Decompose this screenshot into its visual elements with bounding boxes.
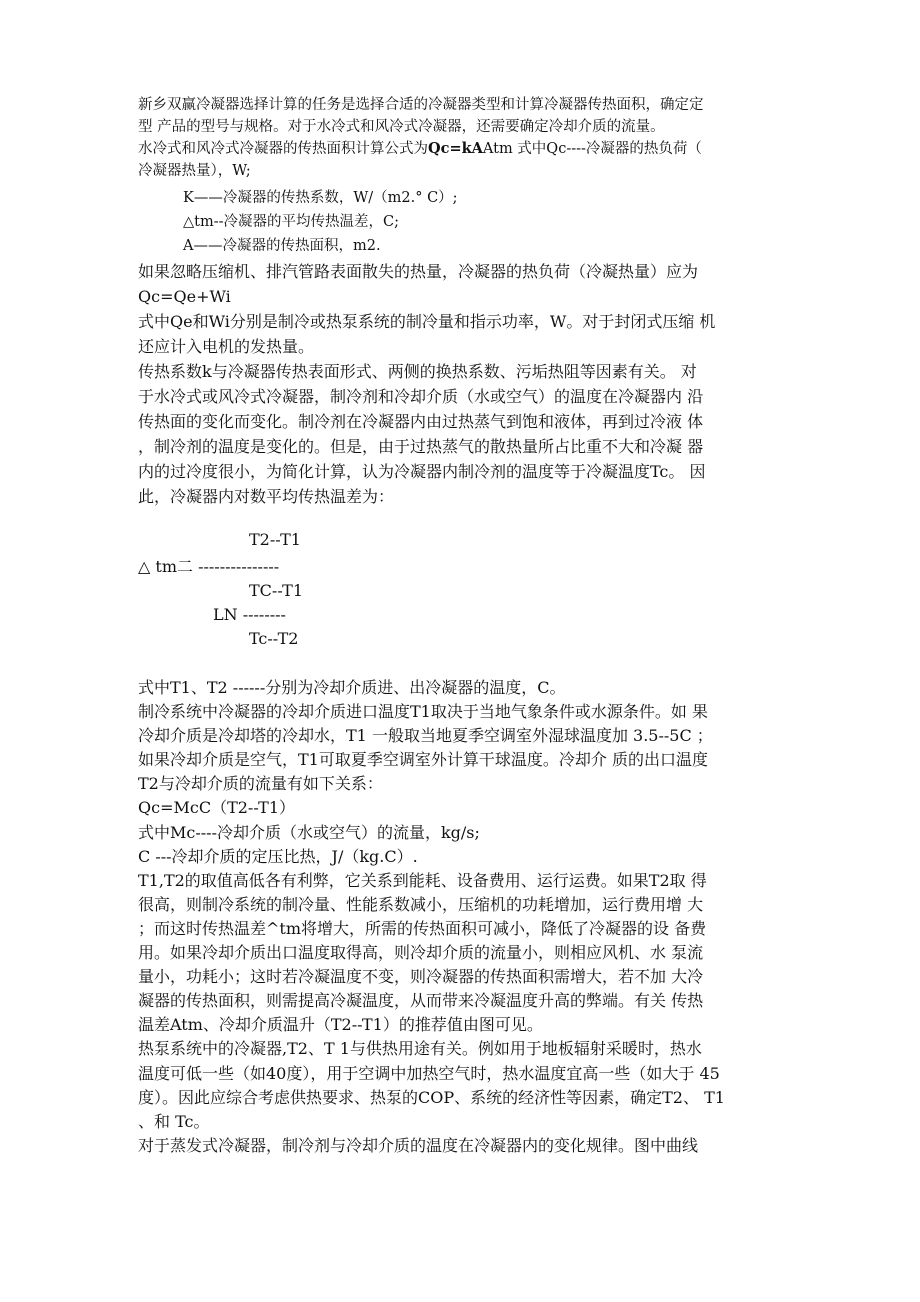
text-line: T2与冷却介质的流量有如下关系： [138, 774, 383, 794]
text-line: 传热系数k与冷凝器传热表面形式、两侧的换热系数、污垢热阻等因素有关。 对 [138, 362, 697, 381]
text-line: 还应计入电机的发热量。 [138, 337, 315, 356]
definition-item: A——冷凝器的传热面积，m2. [183, 238, 381, 254]
formula-text: Atm 式中Qc----冷凝器的热负荷（ [482, 141, 702, 157]
text-line: 此，冷凝器内对数平均传热温差为： [138, 487, 395, 506]
text-line: 冷凝器热量），W; [138, 163, 251, 179]
text-line: 于水冷式或风冷式冷凝器，制冷剂和冷却介质（水或空气）的温度在冷凝器内 沿 [138, 387, 704, 406]
formula-inner-denominator: Tc--T2 [249, 629, 299, 648]
text-line: 凝器的传热面积，则需提高冷凝温度，从而带来冷凝温度升高的弊端。有关 传热 [138, 991, 704, 1011]
definition-item: △tm--冷凝器的平均传热温差，C; [183, 214, 400, 230]
text-line: T1,T2的取值高低各有利弊，它关系到能耗、设备费用、运行运费。如果T2取 得 [138, 870, 707, 890]
text-line: Qc=Qe+Wi [138, 287, 231, 306]
text-line: 制冷系统中冷凝器的冷却介质进口温度T1取决于当地气象条件或水源条件。如 果 [138, 702, 708, 722]
text-line: 型 产品的型号与规格。对于水冷式和风冷式冷凝器，还需要确定冷却介质的流量。 [138, 119, 665, 135]
text-line: C ---冷却介质的定压比热，J/（kg.C）. [138, 846, 418, 866]
formula-numerator: T2--T1 [249, 530, 301, 549]
formula-line [138, 138, 798, 160]
text-line: 新乡双赢冷凝器选择计算的任务是选择合适的冷凝器类型和计算冷凝器传热面积，确定定 [138, 97, 704, 113]
text-line: 式中Mc----冷却介质（水或空气）的流量，kg/s; [138, 822, 480, 842]
text-line: 、和 Tc。 [138, 1111, 210, 1131]
text-line: 温度可低一些（如40度），用于空调中加热空气时，热水温度宜高一些（如大于 45 [138, 1063, 720, 1083]
text-line: 温差Atm、冷却介质温升（T2--T1）的推荐值由图可见。 [138, 1015, 543, 1035]
formula-bold: Qc=kA [428, 140, 483, 157]
text-line: 对于蒸发式冷凝器，制冷剂与冷却介质的温度在冷凝器内的变化规律。图中曲线 [138, 1135, 699, 1155]
definition-item: K——冷凝器的传热系数，W/（m2.° C）; [183, 190, 458, 206]
formula-ln-bar: LN -------- [213, 605, 286, 624]
text-line: ；而这时传热温差^tm将增大，所需的传热面积可减小，降低了冷凝器的设 备费 [138, 918, 707, 938]
text-line: 如果冷却介质是空气，T1可取夏季空调室外计算干球温度。冷却介 质的出口温度 [138, 750, 708, 770]
text-line: Qc=McC（T2--T1） [138, 798, 296, 818]
formula-lhs: △ tm二 --------------- [138, 557, 280, 576]
text-line: 式中T1、T2 ------分别为冷却介质进、出冷凝器的温度，C。 [138, 678, 566, 697]
text-line: 量小，功耗小；这时若冷凝温度不变，则冷凝器的传热面积需增大，若不加 大冷 [138, 967, 704, 987]
body-paragraphs [138, 676, 798, 1158]
text-line: 传热面的变化而变化。制冷剂在冷凝器内由过热蒸气到饱和液体，再到过冷液 体 [138, 412, 704, 431]
formula-inner-numerator: TC--T1 [249, 581, 304, 600]
text-line: 冷却介质是冷却塔的冷却水，T1 一般取当地夏季空调室外湿球温度加 3.5--5C ； [138, 726, 713, 746]
text-line: 用。如果冷却介质出口温度取得高，则冷却介质的流量小，则相应风机、水 泵流 [138, 943, 704, 963]
text-line: 如果忽略压缩机、排汽管路表面散失的热量，冷凝器的热负荷（冷凝热量）应为 [138, 262, 699, 281]
text-line: 热泵系统中的冷凝器,T2、T 1与供热用途有关。例如用于地板辐射采暖时，热水 [138, 1039, 702, 1059]
definitions-list [183, 186, 843, 258]
formula-text: 水冷式和风冷式冷凝器的传热面积计算公式为 [138, 141, 428, 157]
text-line: 度）。因此应综合考虑供热要求、热泵的COP、系统的经济性等因素，确定T2、 T1 [138, 1087, 725, 1107]
text-line: ，制冷剂的温度是变化的。但是，由于过热蒸气的散热量所占比重不大和冷凝 器 [138, 437, 704, 456]
text-line: 内的过冷度很小，为简化计算，认为冷凝器内制冷剂的温度等于冷凝温度Tc。 因 [138, 462, 706, 481]
intro-paragraph [138, 94, 798, 182]
heat-load-paragraph [138, 259, 798, 509]
text-line: 式中Qe和Wi分别是制冷或热泵系统的制冷量和指示功率，W。对于封闭式压缩 机 [138, 312, 716, 331]
text-line: 很高，则制冷系统的制冷量、性能系数减小，压缩机的功耗增加，运行费用增 大 [138, 894, 704, 914]
